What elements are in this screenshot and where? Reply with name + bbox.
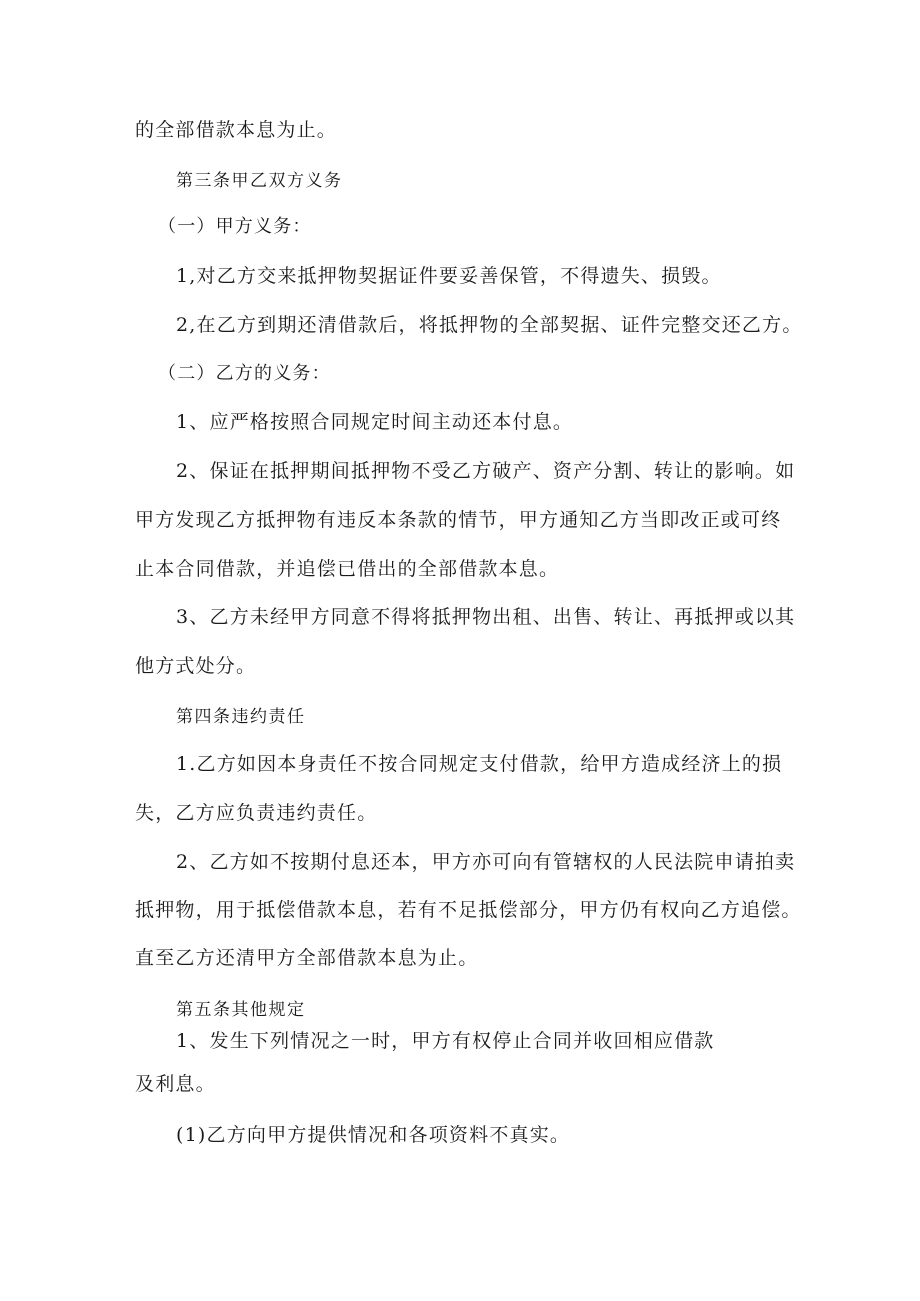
- paragraph-line: 止本合同借款，并追偿已借出的全部借款本息。: [135, 558, 560, 580]
- paragraph-line: 2、保证在抵押期间抵押物不受乙方破产、资产分割、转让的影响。如: [176, 460, 796, 482]
- paragraph-line: 的全部借款本息为止。: [135, 119, 338, 141]
- paragraph-line: 抵押物，用于抵偿借款本息，若有不足抵偿部分，甲方仍有权向乙方追偿。: [135, 899, 802, 921]
- paragraph-line: 1,对乙方交来抵押物契据证件要妥善保管，不得遗失、损毁。: [176, 265, 722, 287]
- section-heading-article-3: 第三条甲乙双方义务: [176, 171, 343, 191]
- subsection-heading-party-b: （二）乙方的义务：: [158, 363, 331, 384]
- paragraph-line: 及利息。: [135, 1073, 216, 1095]
- paragraph-line: 甲方发现乙方抵押物有违反本条款的情节，甲方通知乙方当即改正或可终: [135, 509, 782, 531]
- paragraph-line: 3、乙方未经甲方同意不得将抵押物出租、出售、转让、再抵押或以其: [176, 606, 796, 628]
- paragraph-line: 2、乙方如不按期付息还本，甲方亦可向有管辖权的人民法院申请拍卖: [176, 851, 796, 873]
- paragraph-line: 1.乙方如因本身责任不按合同规定支付借款，给甲方造成经济上的损: [176, 753, 783, 775]
- paragraph-line: 失，乙方应负责违约责任。: [135, 802, 378, 824]
- paragraph-line: 2,在乙方到期还清借款后，将抵押物的全部契据、证件完整交还乙方。: [176, 314, 803, 336]
- paragraph-line: 直至乙方还清甲方全部借款本息为止。: [135, 947, 479, 969]
- paragraph-line: 他方式处分。: [135, 655, 257, 677]
- paragraph-line: (1)乙方向甲方提供情况和各项资料不真实。: [176, 1124, 571, 1146]
- subsection-heading-party-a: （一）甲方义务：: [158, 216, 312, 237]
- paragraph-line: 1、应严格按照合同规定时间主动还本付息。: [176, 411, 574, 433]
- section-heading-article-5: 第五条其他规定: [176, 1000, 306, 1020]
- section-heading-article-4: 第四条违约责任: [176, 707, 306, 727]
- paragraph-line: 1、发生下列情况之一时，甲方有权停止合同并收回相应借款: [176, 1030, 715, 1052]
